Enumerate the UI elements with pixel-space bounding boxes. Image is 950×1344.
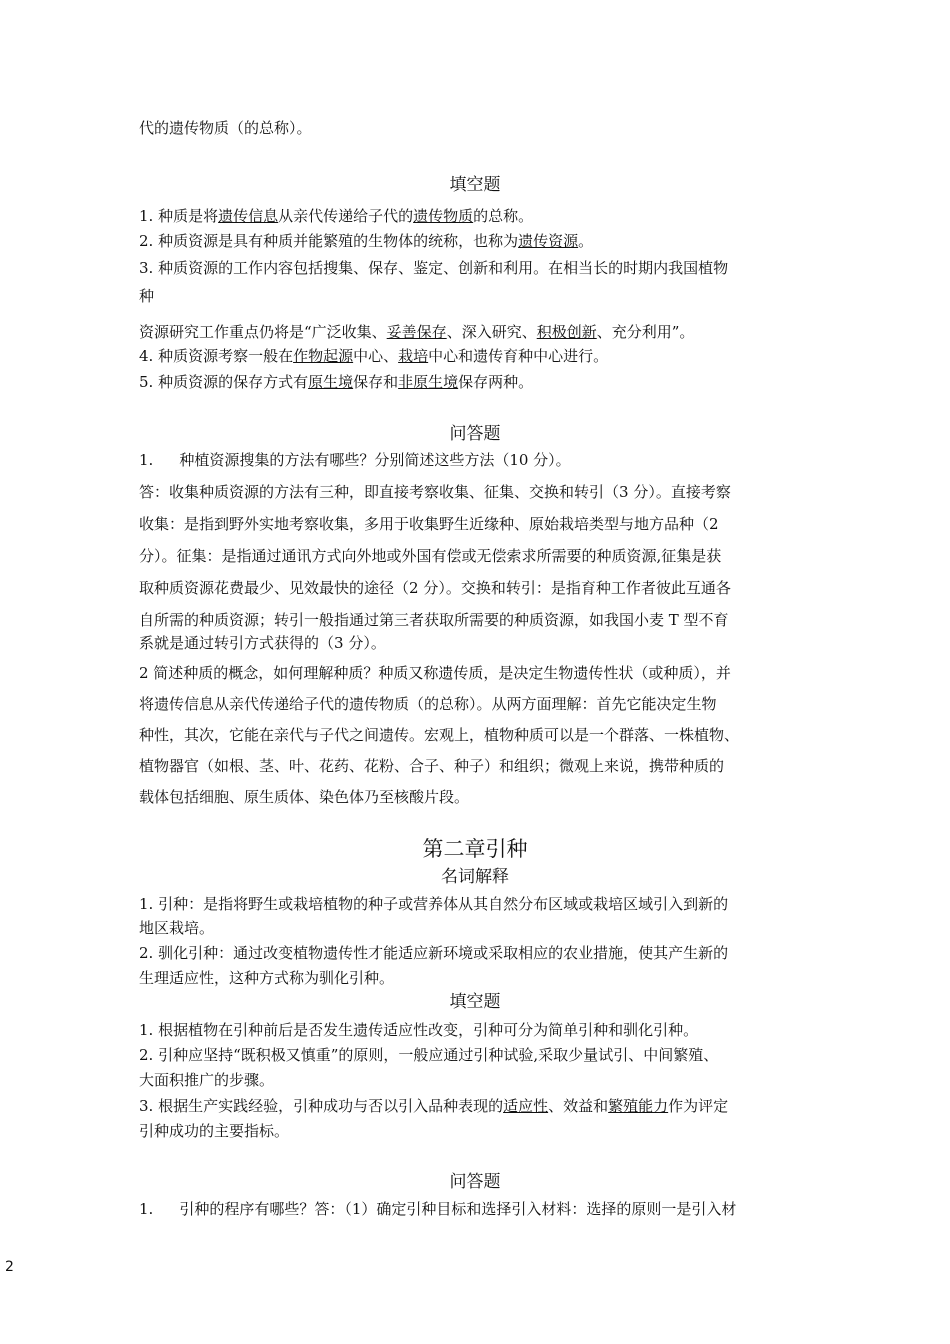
section-heading-qa: 问答题 <box>449 424 501 444</box>
fill-item-3-cont: 种 <box>139 287 155 305</box>
fill-item-2: 2. 种质资源是具有种质并能繁殖的生物体的统称，也称为遗传资源。 <box>139 232 594 250</box>
fill-item-3-cont: 引种成功的主要指标。 <box>139 1122 290 1140</box>
answer-2-line: 载体包括细胞、原生质体、染色体乃至核酸片段。 <box>139 788 470 806</box>
question-1: 1. 种植资源搜集的方法有哪些？分别简述这些方法（10 分）。 <box>139 451 571 469</box>
fill-item-2-cont: 大面积推广的步骤。 <box>139 1071 275 1089</box>
fill-item-3-cont: 资源研究工作重点仍将是“广泛收集、妥善保存、深入研究、积极创新、充分利用”。 <box>139 323 695 341</box>
fill-item-1: 1. 种质是将遗传信息从亲代传递给子代的遗传物质的总称。 <box>139 207 534 225</box>
term-1: 1. 引种：是指将野生或栽培植物的种子或营养体从其自然分布区域或栽培区域引入到新的 <box>139 895 729 913</box>
section-heading-terms: 名词解释 <box>441 867 509 887</box>
question-1: 1. 引种的程序有哪些？答：（1）确定引种目标和选择引入材料：选择的原则一是引入材 <box>139 1200 737 1218</box>
fill-item-1: 1. 根据植物在引种前后是否发生遗传适应性改变，引种可分为简单引种和驯化引种。 <box>139 1021 699 1039</box>
section-heading-fill-blank: 填空题 <box>449 992 501 1012</box>
term-2: 2. 驯化引种：通过改变植物遗传性才能适应新环境或采取相应的农业措施，使其产生新的 <box>139 944 729 962</box>
answer-1-line: 取种质资源花费最少、见效最快的途径（2 分）。交换和转引：是指育种工作者彼此互通各 <box>139 579 731 597</box>
fill-item-2: 2. 引种应坚持“既积极又慎重”的原则，一般应通过引种试验,采取少量试引、中间繁殖、 <box>139 1046 719 1064</box>
term-1-cont: 地区栽培。 <box>139 919 215 937</box>
section-heading-fill-blank: 填空题 <box>449 175 501 195</box>
fill-item-3: 3. 种质资源的工作内容包括搜集、保存、鉴定、创新和利用。在相当长的时期内我国植物 <box>139 259 729 277</box>
fill-item-3: 3. 根据生产实践经验，引种成功与否以引入品种表现的适应性、效益和繁殖能力作为评定 <box>139 1097 729 1115</box>
answer-2-line: 2 简述种质的概念，如何理解种质？种质又称遗传质，是决定生物遗传性状（或种质），并 <box>139 664 731 682</box>
answer-1-line: 系就是通过转引方式获得的（3 分）。 <box>139 634 386 652</box>
answer-2-line: 种性，其次，它能在亲代与子代之间遗传。宏观上，植物种质可以是一个群落、一株植物、 <box>139 726 740 744</box>
text-line: 代的遗传物质（的总称）。 <box>139 119 312 137</box>
chapter-title: 第二章引种 <box>422 837 528 861</box>
fill-item-4: 4. 种质资源考察一般在作物起源中心、栽培中心和遗传育种中心进行。 <box>139 347 609 365</box>
answer-1-line: 自所需的种质资源；转引一般指通过第三者获取所需要的种质资源，如我国小麦 T 型不育 <box>139 611 729 629</box>
term-2-cont: 生理适应性，这种方式称为驯化引种。 <box>139 969 395 987</box>
fill-item-5: 5. 种质资源的保存方式有原生境保存和非原生境保存两种。 <box>139 373 534 391</box>
page-number: 2 <box>5 1259 14 1275</box>
answer-1-line: 收集：是指到野外实地考察收集，多用于收集野生近缘种、原始栽培类型与地方品种（2 <box>139 515 719 533</box>
answer-2-line: 将遗传信息从亲代传递给子代的遗传物质（的总称）。从两方面理解：首先它能决定生物 <box>139 695 717 713</box>
section-heading-qa: 问答题 <box>449 1172 501 1192</box>
answer-2-line: 植物器官（如根、茎、叶、花药、花粉、合子、种子）和组织；微观上来说，携带种质的 <box>139 757 725 775</box>
answer-1-line: 答：收集种质资源的方法有三种，即直接考察收集、征集、交换和转引（3 分）。直接考察 <box>139 483 731 501</box>
answer-1-line: 分）。征集：是指通过通讯方式向外地或外国有偿或无偿索求所需要的种质资源,征集是获 <box>139 547 722 565</box>
